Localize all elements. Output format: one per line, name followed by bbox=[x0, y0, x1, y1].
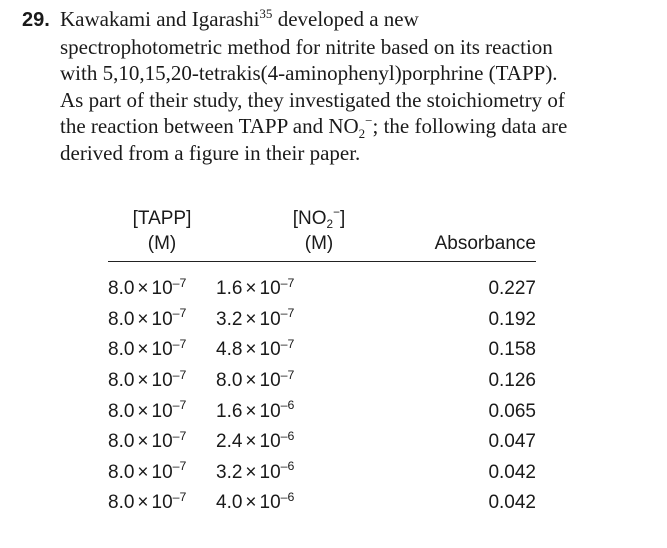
problem-text: Kawakami and Igarashi bbox=[60, 7, 260, 31]
tapp-value: $8.0 \times 10^{-7}$ bbox=[108, 337, 187, 361]
citation-superscript: 35 bbox=[259, 5, 273, 21]
problem-line-3: with 5,10,15,20-tetrakis(4-aminophenyl)porphrine (TAPP). bbox=[60, 61, 558, 85]
header-absorbance: Absorbance bbox=[422, 206, 536, 262]
table-row bbox=[108, 335, 536, 366]
tapp-value: $8.0 \times 10^{-7}$ bbox=[108, 428, 187, 453]
tapp-value: $8.0 \times 10^{-7}$ bbox=[108, 306, 187, 330]
data-table bbox=[108, 206, 536, 519]
absorbance-value: 0.047 bbox=[488, 431, 536, 453]
no2-value: $3.2 \times 10^{-7}$ bbox=[216, 306, 295, 330]
nitrite-charge: − bbox=[365, 112, 373, 128]
no2-value: $4.8 \times 10^{-7}$ bbox=[216, 337, 295, 361]
problem-text: the reaction between TAPP and NO bbox=[60, 114, 359, 138]
table-header-row bbox=[108, 206, 536, 262]
problem-line-2: spectrophotometric method for nitrite based on its reaction bbox=[60, 34, 553, 59]
absorbance-value: 0.042 bbox=[488, 492, 536, 514]
problem-text: ; the following data are bbox=[372, 114, 568, 138]
tapp-value: $8.0 \times 10^{-7}$ bbox=[108, 459, 187, 483]
no2-value: $1.6 \times 10^{-7}$ bbox=[216, 275, 295, 300]
nitrite-subscript: 2 bbox=[358, 125, 366, 141]
header-no2: $[NO_2^-]$ (M) bbox=[216, 206, 422, 262]
no2-value: $8.0 \times 10^{-7}$ bbox=[216, 367, 295, 392]
problem-text: developed a new bbox=[272, 7, 419, 31]
absorbance-value: 0.042 bbox=[488, 461, 536, 483]
absorbance-value: 0.227 bbox=[488, 278, 536, 300]
tapp-value: $8.0 \times 10^{-7}$ bbox=[108, 275, 187, 300]
absorbance-value: 0.126 bbox=[488, 370, 536, 392]
problem-statement bbox=[22, 6, 652, 166]
table-row bbox=[108, 488, 536, 519]
table-row bbox=[108, 458, 536, 489]
problem-line-5 bbox=[22, 113, 652, 140]
absorbance-value: 0.158 bbox=[488, 339, 536, 361]
table-row bbox=[108, 396, 536, 427]
header-tapp: [TAPP] (M) bbox=[108, 206, 216, 262]
no2-value: $3.2 \times 10^{-6}$ bbox=[216, 459, 295, 483]
absorbance-value: 0.065 bbox=[488, 400, 536, 422]
table-row bbox=[108, 262, 536, 305]
tapp-value: $8.0 \times 10^{-7}$ bbox=[108, 490, 187, 514]
table-row bbox=[108, 305, 536, 336]
problem-line-1 bbox=[22, 6, 652, 34]
table-row bbox=[108, 427, 536, 458]
tapp-value: $8.0 \times 10^{-7}$ bbox=[108, 367, 187, 392]
problem-number: 29. bbox=[22, 9, 50, 31]
no2-value: $2.4 \times 10^{-6}$ bbox=[216, 428, 295, 453]
no2-value: $1.6 \times 10^{-6}$ bbox=[216, 398, 295, 422]
tapp-value: $8.0 \times 10^{-7}$ bbox=[108, 398, 187, 422]
problem-line-6: derived from a figure in their paper. bbox=[60, 140, 361, 165]
table-row bbox=[108, 366, 536, 397]
no2-value: $4.0 \times 10^{-6}$ bbox=[216, 490, 295, 514]
absorbance-value: 0.192 bbox=[488, 308, 536, 330]
problem-line-4: As part of their study, they investigated the stoichiometry of bbox=[60, 87, 565, 112]
